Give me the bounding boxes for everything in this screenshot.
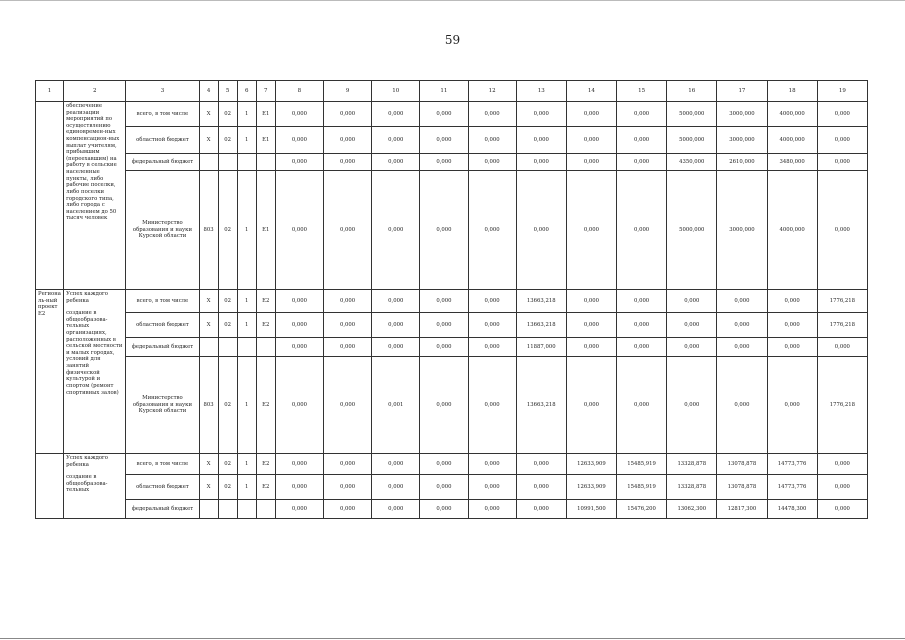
value-cell: 14773,776 — [767, 454, 817, 475]
code-cell-c4 — [199, 154, 218, 171]
value-cell: 0,000 — [323, 338, 371, 357]
table-row — [36, 171, 868, 290]
value-cell: 0,000 — [468, 357, 516, 454]
source-label: всего, в том числе — [126, 102, 199, 127]
program-cell: Региональ-ный проект Е2 — [36, 290, 64, 454]
value-cell: 0,000 — [617, 154, 667, 171]
column-header: 10 — [372, 81, 420, 102]
value-cell: 0,000 — [817, 102, 867, 127]
program-cell — [36, 454, 64, 519]
value-cell: 0,000 — [372, 154, 420, 171]
program-cell — [36, 102, 64, 290]
value-cell: 0,000 — [275, 475, 323, 500]
column-header: 7 — [256, 81, 275, 102]
value-cell: 3000,000 — [717, 127, 767, 154]
column-header: 16 — [667, 81, 717, 102]
code-cell-c7: E1 — [256, 102, 275, 127]
value-cell: 11887,000 — [516, 338, 566, 357]
value-cell: 12633,909 — [566, 454, 616, 475]
value-cell: 5000,000 — [667, 102, 717, 127]
value-cell: 0,000 — [566, 357, 616, 454]
source-label: областной бюджет — [126, 475, 199, 500]
value-cell: 15476,200 — [617, 500, 667, 519]
code-cell-c5: 02 — [218, 475, 237, 500]
value-cell: 0,000 — [617, 102, 667, 127]
code-cell-c7: E2 — [256, 357, 275, 454]
source-label: Министерство образования и науки Курской области — [126, 171, 199, 290]
value-cell: 0,000 — [566, 338, 616, 357]
code-cell-c4 — [199, 500, 218, 519]
source-label: всего, в том числе — [126, 290, 199, 313]
column-header: 8 — [275, 81, 323, 102]
code-cell-c6: 1 — [237, 102, 256, 127]
code-cell-c7: E2 — [256, 313, 275, 338]
value-cell: 0,000 — [468, 102, 516, 127]
value-cell: 0,000 — [617, 171, 667, 290]
code-cell-c4 — [199, 338, 218, 357]
value-cell: 0,000 — [420, 475, 468, 500]
code-cell-c5: 02 — [218, 357, 237, 454]
value-cell: 0,000 — [566, 171, 616, 290]
value-cell: 14773,776 — [767, 475, 817, 500]
column-header: 5 — [218, 81, 237, 102]
code-cell-c6: 1 — [237, 290, 256, 313]
value-cell: 0,000 — [617, 290, 667, 313]
value-cell: 0,000 — [667, 290, 717, 313]
value-cell: 13663,218 — [516, 313, 566, 338]
source-label: областной бюджет — [126, 127, 199, 154]
value-cell: 13663,218 — [516, 290, 566, 313]
code-cell-c4: Х — [199, 127, 218, 154]
value-cell: 0,000 — [767, 290, 817, 313]
source-label: федеральный бюджет — [126, 500, 199, 519]
table-row — [36, 102, 868, 127]
value-cell: 0,000 — [667, 357, 717, 454]
column-header: 18 — [767, 81, 817, 102]
value-cell: 0,000 — [516, 171, 566, 290]
value-cell: 1776,218 — [817, 313, 867, 338]
value-cell: 0,000 — [468, 500, 516, 519]
table-row — [36, 154, 868, 171]
value-cell: 14478,300 — [767, 500, 817, 519]
value-cell: 5000,000 — [667, 127, 717, 154]
code-cell-c6: 1 — [237, 454, 256, 475]
value-cell: 0,000 — [566, 154, 616, 171]
value-cell: 0,000 — [468, 154, 516, 171]
value-cell: 15485,919 — [617, 475, 667, 500]
page-number: 59 — [444, 33, 461, 47]
code-cell-c5 — [218, 338, 237, 357]
value-cell: 0,000 — [817, 338, 867, 357]
value-cell: 0,000 — [420, 454, 468, 475]
column-header: 15 — [617, 81, 667, 102]
value-cell: 0,000 — [323, 154, 371, 171]
value-cell: 0,000 — [275, 290, 323, 313]
value-cell: 0,000 — [275, 102, 323, 127]
value-cell: 0,000 — [717, 338, 767, 357]
description-cell — [64, 454, 126, 519]
value-cell: 12817,300 — [717, 500, 767, 519]
value-cell: 0,000 — [372, 475, 420, 500]
column-header: 13 — [516, 81, 566, 102]
code-cell-c5: 02 — [218, 102, 237, 127]
table-row — [36, 475, 868, 500]
value-cell: 0,000 — [468, 475, 516, 500]
column-header: 14 — [566, 81, 616, 102]
value-cell: 0,000 — [717, 313, 767, 338]
value-cell: 0,000 — [323, 171, 371, 290]
source-label: всего, в том числе — [126, 454, 199, 475]
value-cell: 0,000 — [275, 357, 323, 454]
code-cell-c5: 02 — [218, 171, 237, 290]
value-cell: 0,000 — [323, 475, 371, 500]
column-header: 3 — [126, 81, 199, 102]
code-cell-c6: 1 — [237, 171, 256, 290]
code-cell-c6 — [237, 338, 256, 357]
value-cell: 10991,500 — [566, 500, 616, 519]
code-cell-c5: 02 — [218, 454, 237, 475]
value-cell: 0,000 — [323, 454, 371, 475]
value-cell: 0,000 — [420, 357, 468, 454]
value-cell: 0,000 — [468, 290, 516, 313]
value-cell: 4350,000 — [667, 154, 717, 171]
value-cell: 3000,000 — [717, 171, 767, 290]
code-cell-c5: 02 — [218, 290, 237, 313]
value-cell: 4000,000 — [767, 127, 817, 154]
value-cell: 0,000 — [420, 290, 468, 313]
description-cell — [64, 102, 126, 290]
value-cell: 0,000 — [817, 171, 867, 290]
column-header: 1 — [36, 81, 64, 102]
value-cell: 13328,878 — [667, 475, 717, 500]
code-cell-c6 — [237, 500, 256, 519]
value-cell: 0,000 — [323, 357, 371, 454]
value-cell: 0,000 — [767, 313, 817, 338]
value-cell: 0,000 — [468, 313, 516, 338]
table-row — [36, 313, 868, 338]
code-cell-c4: Х — [199, 290, 218, 313]
value-cell: 0,000 — [767, 338, 817, 357]
code-cell-c4: 803 — [199, 357, 218, 454]
code-cell-c6: 1 — [237, 313, 256, 338]
code-cell-c6: 1 — [237, 475, 256, 500]
source-label: федеральный бюджет — [126, 154, 199, 171]
value-cell: 0,000 — [468, 127, 516, 154]
value-cell: 4000,000 — [767, 171, 817, 290]
value-cell: 0,000 — [516, 454, 566, 475]
code-cell-c5 — [218, 154, 237, 171]
value-cell: 0,000 — [420, 313, 468, 338]
table-row — [36, 357, 868, 454]
value-cell: 13062,300 — [667, 500, 717, 519]
code-cell-c7: E2 — [256, 475, 275, 500]
top-border-line — [0, 0, 905, 1]
value-cell: 0,000 — [717, 290, 767, 313]
value-cell: 0,000 — [566, 313, 616, 338]
value-cell: 0,000 — [372, 500, 420, 519]
value-cell: 0,000 — [468, 338, 516, 357]
description-text: создание в общеобразова-тельных организациях, расположенных в сельской местности и малых городах, условий для занятий физической культурой и спортом (ремонт спортивных залов) — [66, 310, 123, 396]
value-cell: 0,000 — [323, 313, 371, 338]
budget-table — [35, 80, 868, 519]
code-cell-c5: 02 — [218, 313, 237, 338]
value-cell: 0,000 — [566, 102, 616, 127]
value-cell: 0,000 — [516, 475, 566, 500]
source-label: Министерство образования и науки Курской области — [126, 357, 199, 454]
value-cell: 0,000 — [817, 154, 867, 171]
value-cell: 13078,878 — [717, 454, 767, 475]
value-cell: 0,000 — [372, 127, 420, 154]
value-cell: 0,000 — [372, 290, 420, 313]
column-header: 2 — [64, 81, 126, 102]
value-cell: 0,000 — [667, 338, 717, 357]
code-cell-c7 — [256, 500, 275, 519]
value-cell: 13078,878 — [717, 475, 767, 500]
value-cell: 13663,218 — [516, 357, 566, 454]
value-cell: 3480,000 — [767, 154, 817, 171]
value-cell: 0,000 — [372, 313, 420, 338]
value-cell: 4000,000 — [767, 102, 817, 127]
code-cell-c6: 1 — [237, 357, 256, 454]
table-row — [36, 127, 868, 154]
value-cell: 0,000 — [420, 102, 468, 127]
code-cell-c7: E2 — [256, 454, 275, 475]
value-cell: 0,000 — [275, 454, 323, 475]
table-row — [36, 500, 868, 519]
column-header: 17 — [717, 81, 767, 102]
value-cell: 0,000 — [420, 171, 468, 290]
value-cell: 0,000 — [468, 171, 516, 290]
code-cell-c7: E1 — [256, 171, 275, 290]
column-header: 6 — [237, 81, 256, 102]
value-cell: 0,000 — [817, 475, 867, 500]
column-header: 9 — [323, 81, 371, 102]
code-cell-c7: E2 — [256, 290, 275, 313]
code-cell-c7 — [256, 154, 275, 171]
value-cell: 0,000 — [275, 127, 323, 154]
table-row — [36, 454, 868, 475]
value-cell: 1776,218 — [817, 290, 867, 313]
value-cell: 0,001 — [372, 357, 420, 454]
header-row — [36, 81, 868, 102]
value-cell: 0,000 — [817, 500, 867, 519]
code-cell-c5 — [218, 500, 237, 519]
value-cell: 0,000 — [323, 127, 371, 154]
value-cell: 0,000 — [617, 313, 667, 338]
value-cell: 12633,909 — [566, 475, 616, 500]
value-cell: 0,000 — [420, 154, 468, 171]
code-cell-c4: Х — [199, 475, 218, 500]
value-cell: 2610,000 — [717, 154, 767, 171]
code-cell-c6 — [237, 154, 256, 171]
value-cell: 0,000 — [323, 102, 371, 127]
value-cell: 0,000 — [323, 500, 371, 519]
description-text: обеспечение реализации мероприятий по осуществлению единовремен-ных компенсацион-ных выплат учителям, прибывшим (переехавшим) на работу в сельские населенные пункты, либо рабочие поселки, либо поселки городского типа, либо города с населением до 50 тысяч человек — [66, 103, 120, 222]
value-cell: 0,000 — [617, 338, 667, 357]
value-cell: 0,000 — [420, 127, 468, 154]
value-cell: 13328,878 — [667, 454, 717, 475]
column-header: 4 — [199, 81, 218, 102]
value-cell: 0,000 — [275, 171, 323, 290]
value-cell: 0,000 — [372, 454, 420, 475]
value-cell: 0,000 — [468, 454, 516, 475]
table-row — [36, 338, 868, 357]
value-cell: 0,000 — [516, 127, 566, 154]
value-cell: 0,000 — [566, 290, 616, 313]
value-cell: 0,000 — [516, 500, 566, 519]
value-cell: 0,000 — [323, 290, 371, 313]
value-cell: 0,000 — [817, 454, 867, 475]
value-cell: 0,000 — [617, 357, 667, 454]
bottom-border-line — [0, 638, 905, 639]
column-header: 11 — [420, 81, 468, 102]
source-label: федеральный бюджет — [126, 338, 199, 357]
value-cell: 0,000 — [667, 313, 717, 338]
code-cell-c7 — [256, 338, 275, 357]
code-cell-c7: E1 — [256, 127, 275, 154]
description-title: Успех каждого ребенка — [66, 291, 108, 304]
code-cell-c5: 02 — [218, 127, 237, 154]
value-cell: 0,000 — [617, 127, 667, 154]
source-label: областной бюджет — [126, 313, 199, 338]
value-cell: 0,000 — [420, 338, 468, 357]
value-cell: 0,000 — [817, 127, 867, 154]
table-row — [36, 290, 868, 313]
column-header: 19 — [817, 81, 867, 102]
value-cell: 0,000 — [566, 127, 616, 154]
description-title: Успех каждого ребенка — [66, 455, 108, 468]
column-header: 12 — [468, 81, 516, 102]
value-cell: 0,000 — [275, 313, 323, 338]
description-text: создание в общеобразова-тельных — [66, 474, 108, 494]
value-cell: 0,000 — [767, 357, 817, 454]
value-cell: 0,000 — [372, 171, 420, 290]
value-cell: 0,000 — [516, 154, 566, 171]
value-cell: 0,000 — [372, 102, 420, 127]
value-cell: 5000,000 — [667, 171, 717, 290]
value-cell: 1776,218 — [817, 357, 867, 454]
value-cell: 0,000 — [717, 357, 767, 454]
value-cell: 0,000 — [516, 102, 566, 127]
value-cell: 0,000 — [275, 154, 323, 171]
value-cell: 0,000 — [372, 338, 420, 357]
code-cell-c4: Х — [199, 102, 218, 127]
description-cell — [64, 290, 126, 454]
value-cell: 0,000 — [420, 500, 468, 519]
value-cell: 0,000 — [275, 338, 323, 357]
code-cell-c4: Х — [199, 313, 218, 338]
code-cell-c4: 803 — [199, 171, 218, 290]
value-cell: 0,000 — [275, 500, 323, 519]
value-cell: 15485,919 — [617, 454, 667, 475]
code-cell-c4: Х — [199, 454, 218, 475]
code-cell-c6: 1 — [237, 127, 256, 154]
value-cell: 3000,000 — [717, 102, 767, 127]
